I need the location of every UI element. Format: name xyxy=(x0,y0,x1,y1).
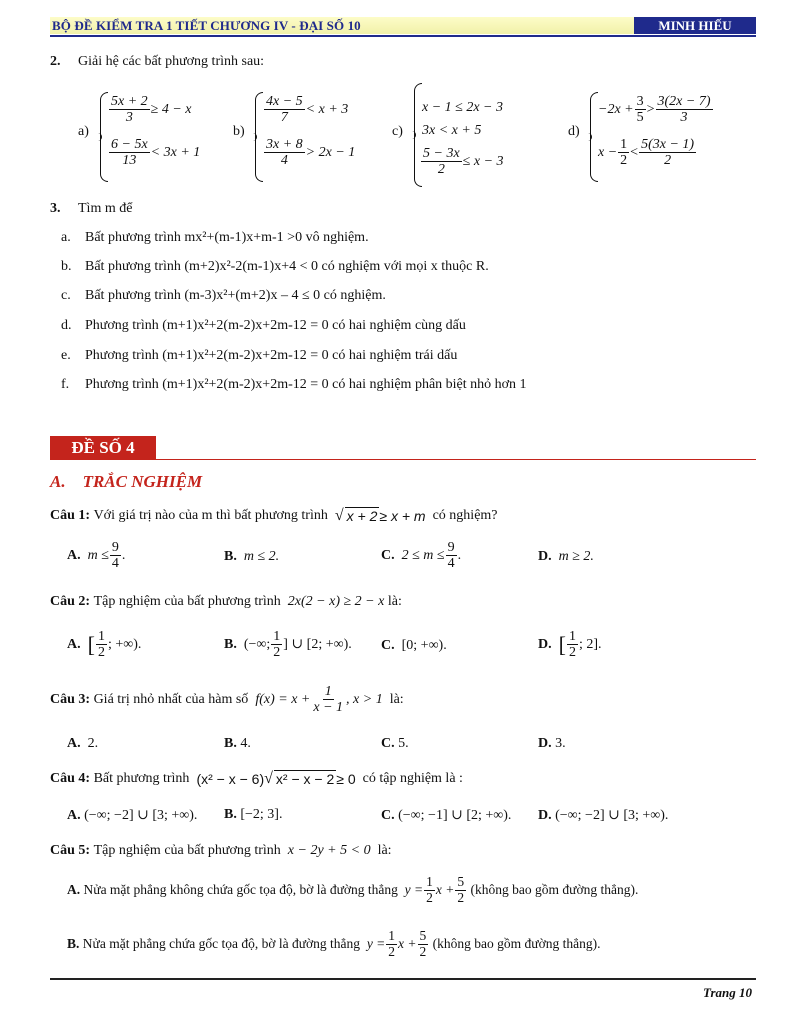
q1-stem: Câu 1: Với giá trị nào của m thì bất phương trình √ x + 2 ≥ x + m có nghiệm? xyxy=(50,507,498,525)
ex2-d-ineq2: x − $\frac{1}{2}$ < $\frac{5(3x - 1)}{2}$ xyxy=(598,137,695,169)
q5-option-a[interactable]: A. Nửa mặt phẳng không chứa gốc tọa độ, bờ là đường thẳng y = $\frac{1}{2}$ x + $\frac{5}{2}$ (không bao gồm đường thẳng). xyxy=(67,874,639,905)
ex2-c-label: c) xyxy=(392,124,403,139)
q2-option-c[interactable]: C. [0; +∞). xyxy=(381,638,447,653)
ex2-b-ineq1: $\frac{4x - 5}{7}$ < x + 3 xyxy=(266,94,349,126)
ex2-number: 2. xyxy=(50,54,61,69)
q2-option-b[interactable]: B. (−∞; $\frac{1}{2}$ ] ∪ [2; +∞). xyxy=(224,629,352,661)
exam-divider xyxy=(50,459,756,460)
ex2-a-label: a) xyxy=(78,124,89,139)
q4-option-a[interactable]: A. (−∞; −2] ∪ [3; +∞). xyxy=(67,807,198,823)
q1-option-b[interactable]: B. m ≤ 2. xyxy=(224,549,280,564)
ex2-a-ineq2: $\frac{6 - 5x}{13}$ < 3x + 1 xyxy=(111,137,201,169)
footer-divider xyxy=(50,978,756,980)
ex2-a-ineq1: $\frac{5x + 2}{3}$ ≥ 4 − x xyxy=(111,94,192,126)
ex3-item-text: Bất phương trình mx²+(m-1)x+m-1 >0 vô nghiệm. xyxy=(85,230,369,245)
ex3-item-text: Bất phương trình (m+2)x²-2(m-1)x+4 < 0 có nghiệm với mọi x thuộc R. xyxy=(85,259,489,274)
q3-option-a[interactable]: A. 2. xyxy=(67,736,99,751)
exam-badge: ĐỀ SỐ 4 xyxy=(50,436,156,460)
page-header xyxy=(50,17,756,34)
header-author: MINH HIẾU xyxy=(634,17,756,34)
q3-option-b[interactable]: B. 4. xyxy=(224,736,251,751)
q3-option-d[interactable]: D. 3. xyxy=(538,736,566,751)
ex2-a-brace xyxy=(100,92,108,182)
q4-option-b[interactable]: B. [−2; 3]. xyxy=(224,807,283,822)
section-heading: A. TRẮC NGHIỆM xyxy=(50,472,203,491)
header-title: BỘ ĐỀ KIỂM TRA 1 TIẾT CHƯƠNG IV - ĐẠI SỐ 10 xyxy=(52,18,361,33)
ex2-b-ineq2: $\frac{3x + 8}{4}$ > 2x − 1 xyxy=(266,137,356,169)
ex2-c-ineq2: 3x < x + 5 xyxy=(422,123,482,138)
ex3-item-label: f. xyxy=(61,377,70,392)
ex3-item-text: Bất phương trình (m-3)x²+(m+2)x – 4 ≤ 0 có nghiệm. xyxy=(85,288,386,303)
q5-stem: Câu 5: Tập nghiệm của bất phương trình x − 2y + 5 < 0 là: xyxy=(50,843,392,858)
ex3-item-label: b. xyxy=(61,259,72,274)
page-number: Trang 10 xyxy=(703,985,752,1000)
q1-option-d[interactable]: D. m ≥ 2. xyxy=(538,549,594,564)
q2-option-d[interactable]: D. [ $\frac{1}{2}$ ; 2]. xyxy=(538,629,602,661)
ex3-number: 3. xyxy=(50,201,61,216)
q3-option-c[interactable]: C. 5. xyxy=(381,736,409,751)
q1-option-a[interactable]: A. m ≤ $\frac{9}{4}$ . xyxy=(67,540,126,572)
ex3-item-label: d. xyxy=(61,318,72,333)
header-divider xyxy=(50,35,756,37)
ex2-title: Giải hệ các bất phương trình sau: xyxy=(78,54,265,69)
ex2-b-label: b) xyxy=(233,124,245,139)
ex3-item-label: a. xyxy=(61,230,71,245)
ex2-d-label: d) xyxy=(568,124,580,139)
ex3-title: Tìm m để xyxy=(78,201,133,216)
q3-stem: Câu 3: Giá trị nhỏ nhất của hàm số f(x) = x + $\frac{1}{x - 1}$ , x > 1 là: xyxy=(50,684,404,716)
q4-option-d[interactable]: D. (−∞; −2] ∪ [3; +∞). xyxy=(538,807,669,823)
ex3-item-label: c. xyxy=(61,288,71,303)
q2-option-a[interactable]: A. [ $\frac{1}{2}$ ; +∞). xyxy=(67,629,142,661)
ex3-item-text: Phương trình (m+1)x²+2(m-2)x+2m-12 = 0 có hai nghiệm phân biệt nhỏ hơn 1 xyxy=(85,377,527,392)
ex2-c-ineq1: x − 1 ≤ 2x − 3 xyxy=(422,100,504,115)
q2-stem: Câu 2: Tập nghiệm của bất phương trình 2x(2 − x) ≥ 2 − x là: xyxy=(50,594,402,609)
ex2-d-ineq1: −2x + $\frac{3}{5}$ > $\frac{3(2x - 7)}{3}$ xyxy=(598,94,711,126)
q1-option-c[interactable]: C. 2 ≤ m ≤ $\frac{9}{4}$ . xyxy=(381,540,462,572)
ex3-item-text: Phương trình (m+1)x²+2(m-2)x+2m-12 = 0 có hai nghiệm trái dấu xyxy=(85,348,458,363)
q4-option-c[interactable]: C. (−∞; −1] ∪ [2; +∞). xyxy=(381,807,512,823)
ex3-item-text: Phương trình (m+1)x²+2(m-2)x+2m-12 = 0 có hai nghiệm cùng dấu xyxy=(85,318,466,333)
ex2-b-brace xyxy=(255,92,263,182)
ex3-item-label: e. xyxy=(61,348,71,363)
q5-option-b[interactable]: B. Nửa mặt phẳng chứa gốc tọa độ, bờ là đường thẳng y = $\frac{1}{2}$ x + $\frac{5}{2}$ (không bao gồm đường thẳng). xyxy=(67,928,601,959)
ex2-c-ineq3: $\frac{5 - 3x}{2}$ ≤ x − 3 xyxy=(423,146,504,178)
ex2-d-brace xyxy=(590,92,598,182)
q4-stem: Câu 4: Bất phương trình (x² − x − 6) √ x² − x − 2 ≥ 0 có tập nghiệm là : xyxy=(50,770,463,788)
